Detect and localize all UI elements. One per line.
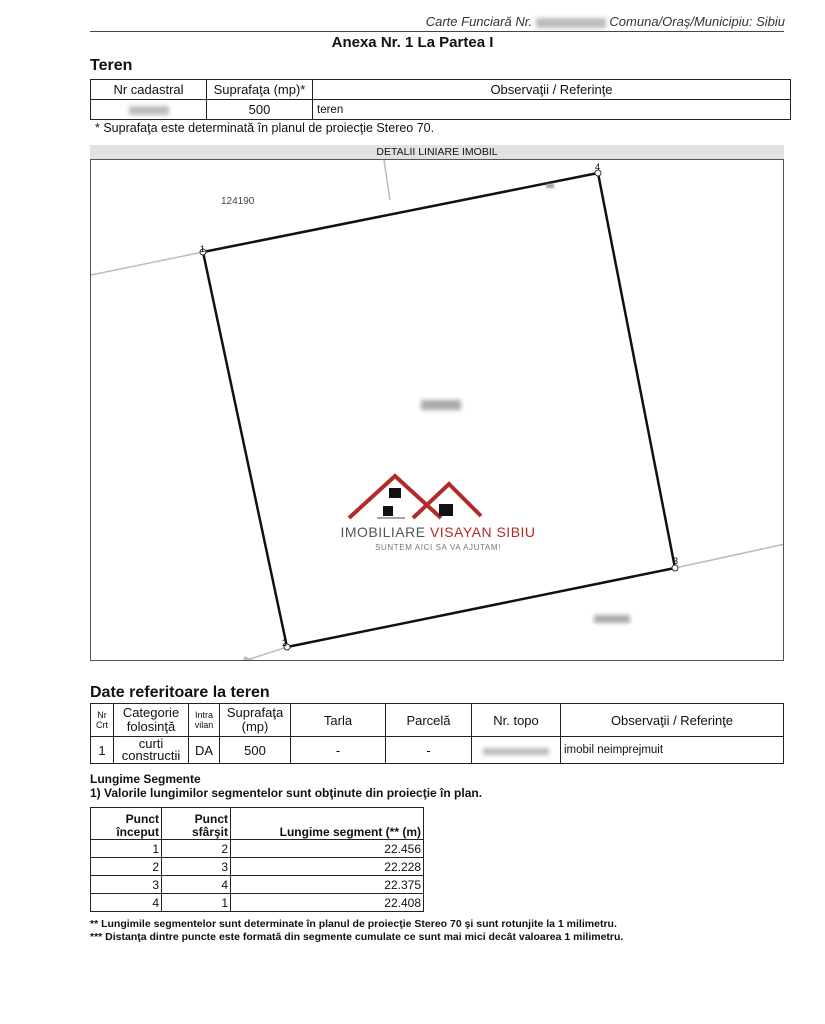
table-row bbox=[91, 100, 791, 120]
observatii-cell: teren bbox=[313, 100, 791, 120]
suprafata-note: * Suprafaţa este determinată în planul de proiecţie Stereo 70. bbox=[95, 121, 435, 135]
table-row bbox=[91, 876, 424, 894]
table-row bbox=[91, 858, 424, 876]
vertex-label-4: 4 bbox=[595, 162, 601, 172]
neighbour-parcel-number: 124190 bbox=[221, 196, 255, 207]
intravilan-cell: DA bbox=[189, 737, 220, 764]
segmente-heading: Lungime Segmente bbox=[90, 772, 201, 786]
header-reference bbox=[426, 14, 785, 29]
nr-crt-cell: 1 bbox=[91, 737, 114, 764]
table-row bbox=[91, 737, 784, 764]
redacted-cadastral bbox=[129, 106, 169, 115]
col-categorie: Categorie folosinţă bbox=[114, 704, 189, 737]
watermark-slogan: SUNTEM AICI SA VA AJUTAM! bbox=[375, 543, 501, 552]
table-row bbox=[91, 894, 424, 912]
watermark-title bbox=[91, 524, 784, 540]
end-cell: 3 bbox=[162, 858, 231, 876]
col-nr-topo: Nr. topo bbox=[472, 704, 561, 737]
suprafata-cell: 500 bbox=[220, 737, 291, 764]
segmente-title bbox=[90, 772, 482, 800]
col-suprafata: Suprafaţa (mp)* bbox=[207, 80, 313, 100]
col-intravilan: Intra vilan bbox=[189, 704, 220, 737]
vertex-label-2: 2 bbox=[282, 638, 288, 648]
neighbour-line bbox=[384, 160, 390, 200]
segmente-table bbox=[90, 807, 424, 912]
vertex-label-1: 1 bbox=[200, 244, 206, 254]
start-cell: 2 bbox=[91, 858, 162, 876]
length-cell: 22.228 bbox=[231, 858, 424, 876]
tarla-cell: - bbox=[291, 737, 386, 764]
watermark bbox=[91, 524, 784, 556]
annex-title: Anexa Nr. 1 La Partea I bbox=[331, 34, 494, 51]
length-cell: 22.456 bbox=[231, 840, 424, 858]
date-referitoare-table bbox=[90, 703, 784, 764]
nr-topo-cell bbox=[472, 737, 561, 764]
length-cell: 22.375 bbox=[231, 876, 424, 894]
col-parcela: Parcelă bbox=[386, 704, 472, 737]
watermark-part2: VISAYAN SIBIU bbox=[429, 524, 536, 540]
carte-funciara-label: Carte Funciară Nr. bbox=[425, 14, 533, 29]
redacted-number bbox=[536, 18, 606, 28]
parcel-plan-svg bbox=[91, 160, 784, 661]
vertex-label-3: 3 bbox=[673, 556, 679, 566]
date-referitoare-heading: Date referitoare la teren bbox=[90, 684, 270, 701]
table-header-row bbox=[91, 80, 791, 100]
parcela-cell: - bbox=[386, 737, 472, 764]
end-cell: 4 bbox=[162, 876, 231, 894]
col-punct-inceput: Punct început bbox=[91, 808, 162, 840]
neighbour-line bbox=[91, 252, 203, 275]
table-header-row bbox=[91, 808, 424, 840]
col-lungime: Lungime segment (** (m) bbox=[231, 808, 424, 840]
redacted-mark bbox=[546, 184, 554, 188]
col-nr-cadastral: Nr cadastral bbox=[91, 80, 207, 100]
segmente-note-2: *** Distanţa dintre puncte este formată din segmente cumulate ce sunt mai mici decât valoarea 1 milimetru. bbox=[90, 931, 624, 943]
col-tarla: Tarla bbox=[291, 704, 386, 737]
localitate-label: Comuna/Oraş/Municipiu: Sibiu bbox=[609, 14, 785, 29]
col-punct-sfarsit: Punct sfârşit bbox=[162, 808, 231, 840]
col-observatii: Observaţii / Referinţe bbox=[313, 80, 791, 100]
length-cell: 22.408 bbox=[231, 894, 424, 912]
end-cell: 1 bbox=[162, 894, 231, 912]
end-cell: 2 bbox=[162, 840, 231, 858]
col-nr-crt: Nr Crt bbox=[91, 704, 114, 737]
col-observatii: Observaţii / Referinţe bbox=[561, 704, 784, 737]
house-logo-icon bbox=[349, 476, 481, 518]
plan-band-title: DETALII LINIARE IMOBIL bbox=[90, 145, 784, 159]
redacted-parcel-id bbox=[421, 400, 461, 410]
nr-cadastral-cell bbox=[91, 100, 207, 120]
suprafata-cell: 500 bbox=[207, 100, 313, 120]
table-row bbox=[91, 840, 424, 858]
watermark-part1: IMOBILIARE bbox=[340, 524, 426, 540]
categorie-cell: curti constructii bbox=[114, 737, 189, 764]
redacted-topo bbox=[483, 748, 549, 755]
start-cell: 3 bbox=[91, 876, 162, 894]
teren-heading: Teren bbox=[90, 57, 133, 74]
parcel-plan bbox=[90, 159, 784, 661]
header-divider bbox=[90, 31, 784, 32]
start-cell: 4 bbox=[91, 894, 162, 912]
observatii-cell: imobil neimprejmuit bbox=[561, 737, 784, 764]
col-suprafata: Suprafaţa (mp) bbox=[220, 704, 291, 737]
teren-table bbox=[90, 79, 791, 120]
segmente-subtitle: 1) Valorile lungimilor segmentelor sunt obţinute din proiecţie în plan. bbox=[90, 786, 483, 800]
segmente-note-1: ** Lungimile segmentelor sunt determinate în planul de proiecţie Stereo 70 şi sunt rotunjite la 1 milimetru. bbox=[90, 918, 617, 930]
start-cell: 1 bbox=[91, 840, 162, 858]
table-header-row bbox=[91, 704, 784, 737]
redacted-neighbour-id bbox=[594, 615, 630, 623]
